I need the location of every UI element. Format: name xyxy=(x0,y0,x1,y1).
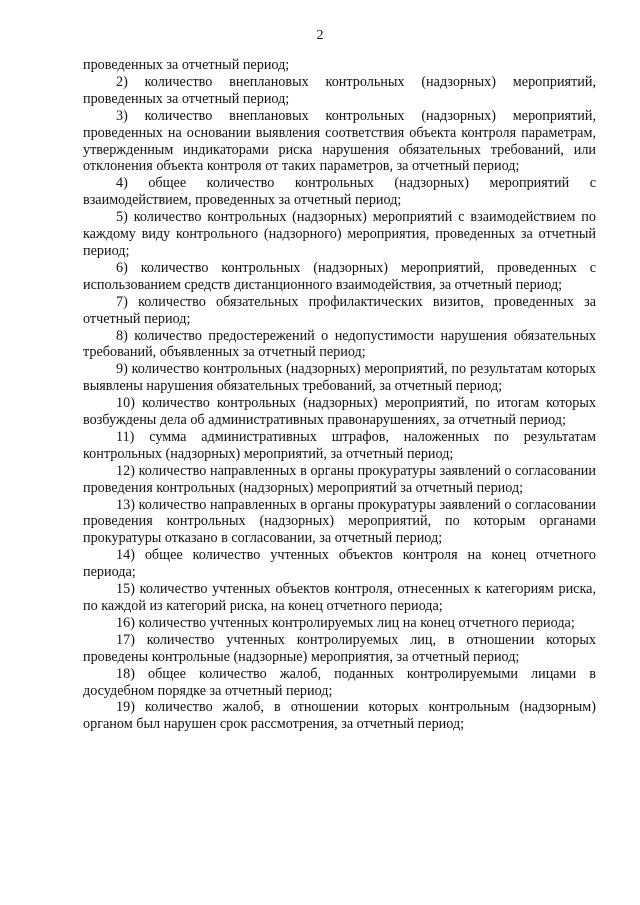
list-item-5: 5) количество контрольных (надзорных) мероприятий с взаимодействием по каждому виду контрольного (надзорного) мероприятия, проведенных за отчетный период; xyxy=(83,209,596,259)
list-item-19: 19) количество жалоб, в отношении которых контрольным (надзорным) органом был нарушен срок рассмотрения, за отчетный период; xyxy=(83,699,596,733)
list-item-11: 11) сумма административных штрафов, наложенных по результатам контрольных (надзорных) мероприятий, за отчетный период; xyxy=(83,428,596,462)
list-item-16: 16) количество учтенных контролируемых лиц на конец отчетного периода; xyxy=(116,614,575,631)
list-item-7: 7) количество обязательных профилактических визитов, проведенных за отчетный период; xyxy=(83,293,596,327)
list-item-6: 6) количество контрольных (надзорных) мероприятий, проведенных с использованием средств дистанционного взаимодействия, за отчетный период; xyxy=(83,259,596,293)
list-item-17: 17) количество учтенных контролируемых лиц, в отношении которых проведены контрольные (надзорные) мероприятия, за отчетный период; xyxy=(83,631,596,665)
list-item-13: 13) количество направленных в органы прокуратуры заявлений о согласовании проведения контрольных (надзорных) мероприятий, по которым органами прокуратуры отказано в согласовании, за отчетный период; xyxy=(83,496,596,547)
document-body xyxy=(83,57,596,733)
page-number: 2 xyxy=(316,28,324,43)
list-item-2: 2) количество внеплановых контрольных (надзорных) мероприятий, проведенных за отчетный период; xyxy=(83,73,596,107)
list-item-15: 15) количество учтенных объектов контроля, отнесенных к категориям риска, по каждой из категорий риска, на конец отчетного периода; xyxy=(83,581,596,614)
list-item-4: 4) общее количество контрольных (надзорных) мероприятий с взаимодействием, проведенных за отчетный период; xyxy=(83,175,596,209)
list-item-14: 14) общее количество учтенных объектов контроля на конец отчетного периода; xyxy=(83,547,596,581)
paragraph-continuation: проведенных за отчетный период; xyxy=(83,57,290,73)
list-item-18: 18) общее количество жалоб, поданных контролируемыми лицами в досудебном порядке за отчетный период; xyxy=(83,665,596,699)
list-item-10: 10) количество контрольных (надзорных) мероприятий, по итогам которых возбуждены дела об административных правонарушениях, за отчетный период; xyxy=(83,395,596,429)
list-item-8: 8) количество предостережений о недопустимости нарушения обязательных требований, объявленных за отчетный период; xyxy=(83,327,596,361)
list-item-12: 12) количество направленных в органы прокуратуры заявлений о согласовании проведения контрольных (надзорных) мероприятий за отчетный период; xyxy=(83,462,596,496)
list-item-3: 3) количество внеплановых контрольных (надзорных) мероприятий, проведенных на основании выявления соответствия объекта контроля параметрам, утвержденным индикаторами риска нарушения обязательных требований, или отклонения объекта контроля от таких параметров, за отчетный период; xyxy=(83,107,596,175)
list-item-9: 9) количество контрольных (надзорных) мероприятий, по результатам которых выявлены нарушения обязательных требований, за отчетный период; xyxy=(83,361,596,395)
